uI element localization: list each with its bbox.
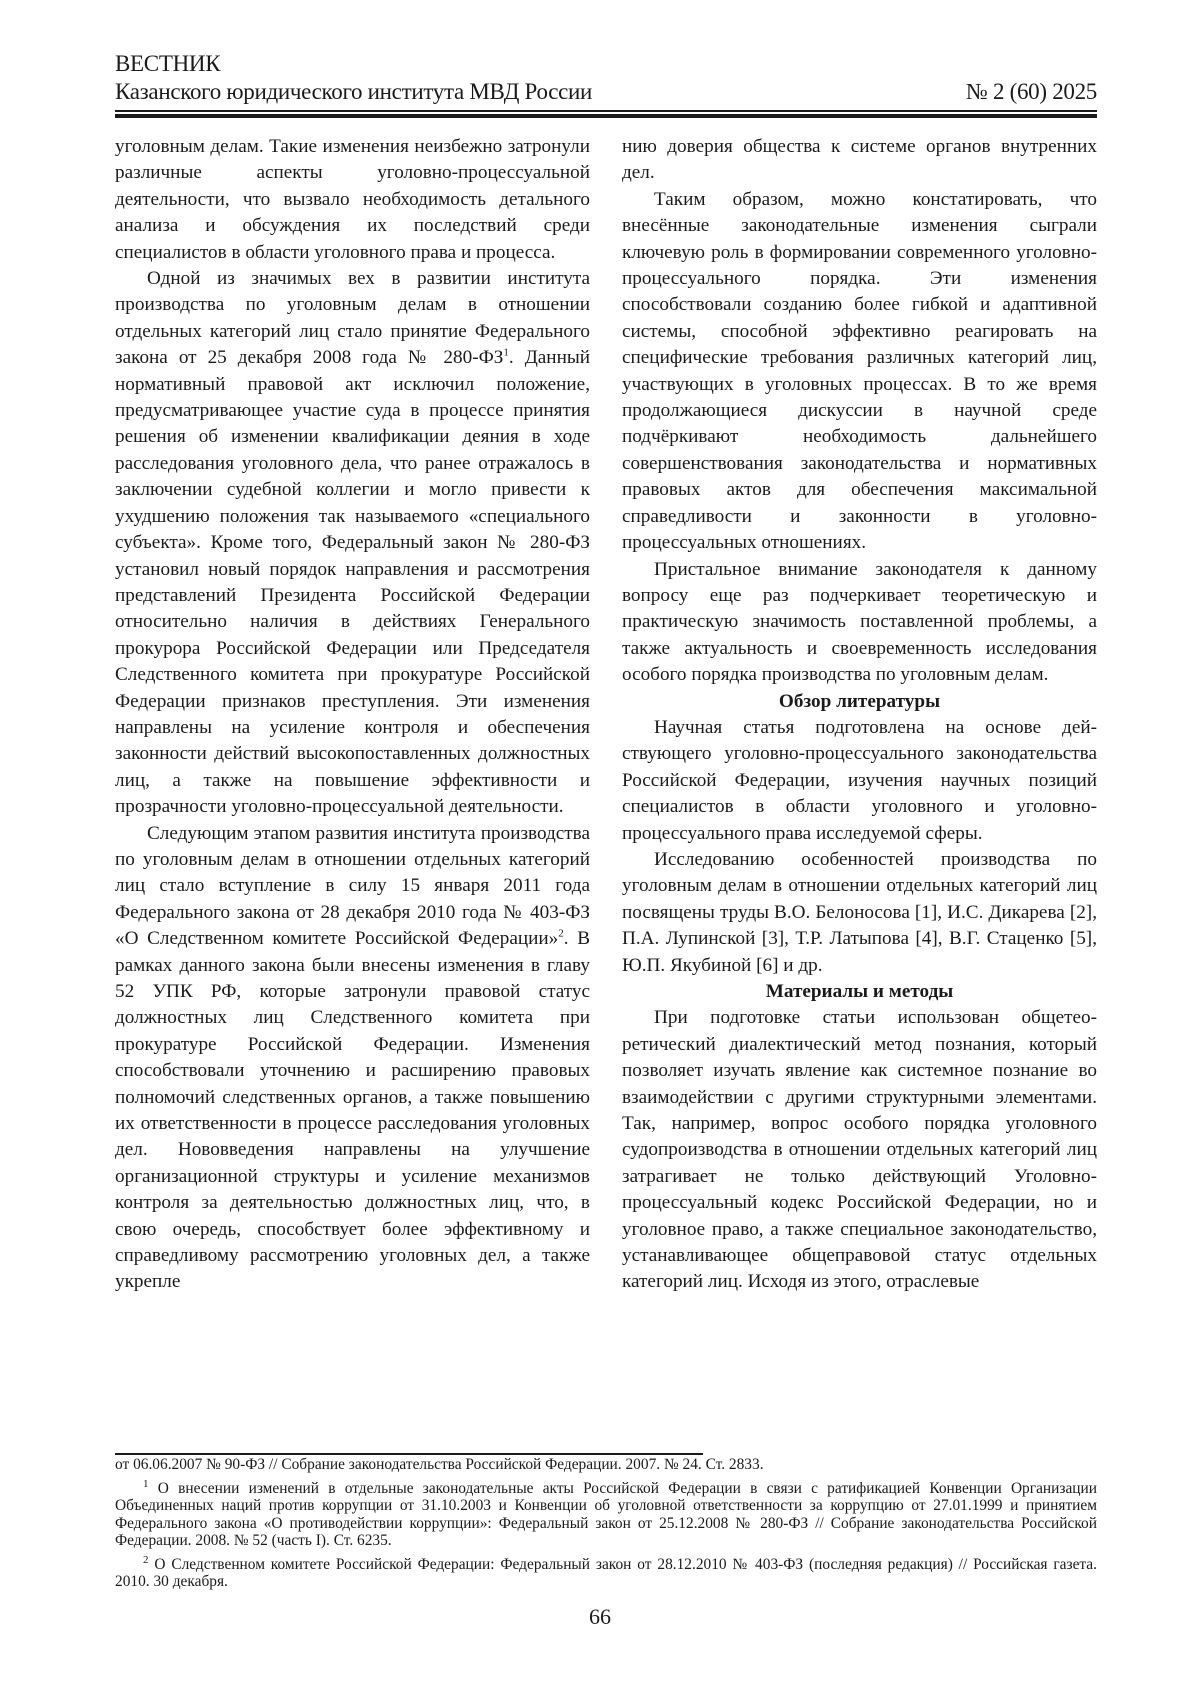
header-row	[115, 78, 1097, 106]
paragraph: Исследованию особенностей производства по уголовным делам в отношении отдельных категорий лиц посвящены труды В.О. Белоносова [1], И.С. Дикарева [2], П.А. Лупинской [3], Т.Р. Латыпова [4], В.Г. Стаценко [5], Ю.П. Якубиной [6] и др.	[622, 848, 1097, 976]
paragraph-text: . Данный нормативный правовой акт исключил положение, предусматривающее участие суда в процессе принятия решения об изменении квалификации деяния в ходе расследования уголовного дела, что ранее отражалось в заключении судебной коллегии и могло привести к ухудшению положения так называемого «специального субъекта». Кроме того, Федеральный закон № 280-ФЗ установил новый порядок направления и рассмотрения представлений Президента Российской Федерации относительно наличия в действиях Генерального прокурора Российской Федерации или Председателя Следственного комитета при прокуратуре Российской Федерации признаков преступления. Эти изменения направлены на усиление контроля и обеспечения законности действий высокопоставленных должностных лиц, а также на повышение эффективности и прозрачности уголовно-процессуальной деятельности.	[115, 347, 591, 818]
page-number: 66	[589, 1604, 611, 1629]
paragraph: Научная статья подготовлена на основе действующего уголовно-процессуального законодательства Российской Федерации, изучения научных позиций специалистов в области уголовного и уголовно-процессуального права исследуемой сферы.	[622, 716, 1097, 844]
header-rule-thin	[115, 110, 1097, 112]
right-column	[622, 134, 1097, 1444]
footnotes	[115, 1456, 1097, 1597]
footnote-2	[115, 1553, 1097, 1591]
paragraph-text: Одной из значимых вех в развитии института производства по уголовным делам в отношении отдельных категорий лиц стало принятие Федерального закона от 25 декабря 2008 года № 280-ФЗ	[115, 268, 590, 369]
body-columns	[115, 134, 1097, 1444]
footnote-ref[interactable]: 1	[503, 346, 509, 359]
section-heading-literature: Обзор литературы	[778, 690, 941, 712]
paragraph: уголовным делам. Такие изменения неизбежно затронули различные аспекты уголовно-процессуальной деятельности, что вызвало необходимость детального анализа и обсуждения их последствий среди специалистов в области уголовного права и процесса.	[115, 136, 590, 263]
paragraph	[115, 821, 590, 1296]
journal-title: ВЕСТНИК	[115, 51, 221, 76]
header-rule-thick	[115, 114, 1097, 118]
paragraph	[115, 266, 590, 821]
paragraph: При подготовке статьи использован общетеоретический диалектический метод познания, который позволяет изучать явление как системное познание во взаимодействии с другими структурными элементами. Так, например, вопрос особого порядка уголовного судопроизводства в отношении отдельных категорий лиц затрагивает не только действующий Уголовно-процессуальный кодекс Российской Федерации, но и уголовное право, а также специальное законодательство, устанавливающее общеправовой статус отдельных категорий лиц. Исходя из этого, отраслевые	[622, 1007, 1097, 1293]
footnote-continuation: от 06.06.2007 № 90-ФЗ // Собрание законодательства Российской Федерации. 2007. № 24. Ст. 2833.	[115, 1456, 764, 1473]
paragraph: Таким образом, можно констатировать, что внесённые законодательные изменения сыграли ключевую роль в формировании современного уголовно-процессуального порядка. Эти изменения способствовали созданию более гибкой и адаптивной системы, способной эффективно реагировать на специфические требования различных категорий лиц, участвующих в уголовных процессах. В то же время продолжающиеся дискуссии в научной среде подчёркивают необходимость дальнейшего совершенствования законодательства и нормативных правовых актов для обеспечения максимальной справедливости и законности в уголовно-процессуальных отношениях.	[622, 188, 1097, 554]
footnote-text: О Следственном комитете Российской Федерации: Федеральный закон от 28.12.2010 № 403-ФЗ (последняя редакция) // Российская газета. 2010. 30 декабря.	[115, 1555, 1097, 1590]
paragraph: Пристальное внимание законодателя к данному вопросу еще раз подчеркивает теоретическую и практическую значимость поставленной проблемы, а также актуальность и своевременность исследования особого порядка производства по уголовным делам.	[622, 558, 1097, 686]
paragraph-text: . В рамках данного закона были внесены изменения в главу 52 УПК РФ, которые затронули правовой статус должностных лиц Следственного комитета при прокуратуре Российской Федерации. Изменения способствовали уточнению и расширению правовых полномочий следственных органов, а также повышению их ответственности в процессе расследования уголовных дел. Нововведения направлены на улучшение организационной структуры и усиление механизмов контроля за деятельностью должностных лиц, что, в свою очередь, способствует более эффективному и справедливому рассмотрению уголовных дел, а также укрепле	[115, 928, 590, 1293]
footnote-ref[interactable]: 2	[558, 927, 564, 940]
journal-subtitle: Казанского юридического института МВД России	[115, 79, 593, 104]
footnote-text: О внесении изменений в отдельные законодательные акты Российской Федерации в связи с ратификацией Конвенции Организации Объединенных наций против коррупции от 31.10.2003 и Конвенции об уголовной ответственности за коррупцию от 27.01.1999 и принятием Федерального закона «О противодействии коррупции»: Федеральный закон от 25.12.2008 № 280-ФЗ // Собрание законодательства Российской Федерации. 2008. № 52 (часть I). Ст. 6235.	[115, 1479, 1097, 1549]
footnote-separator	[115, 1453, 703, 1455]
footnote-1	[115, 1477, 1097, 1550]
issue-number: № 2 (60) 2025	[965, 79, 1097, 104]
paragraph: нию доверия общества к системе органов внутренних дел.	[622, 136, 1097, 184]
running-header	[115, 50, 1097, 118]
footnote-mark: 1	[143, 1477, 149, 1490]
paragraph-text: Следующим этапом развития института производства по уголовным делам в отношении отдельных категорий лиц стало вступление в силу 15 января 2011 года Федерального закона от 28 декабря 2010 года № 403-ФЗ «О Следственном комитете Российской Федерации»	[115, 822, 590, 950]
section-heading-methods: Материалы и методы	[765, 981, 954, 1002]
left-column	[115, 134, 590, 1444]
footnote-mark: 2	[143, 1553, 149, 1566]
